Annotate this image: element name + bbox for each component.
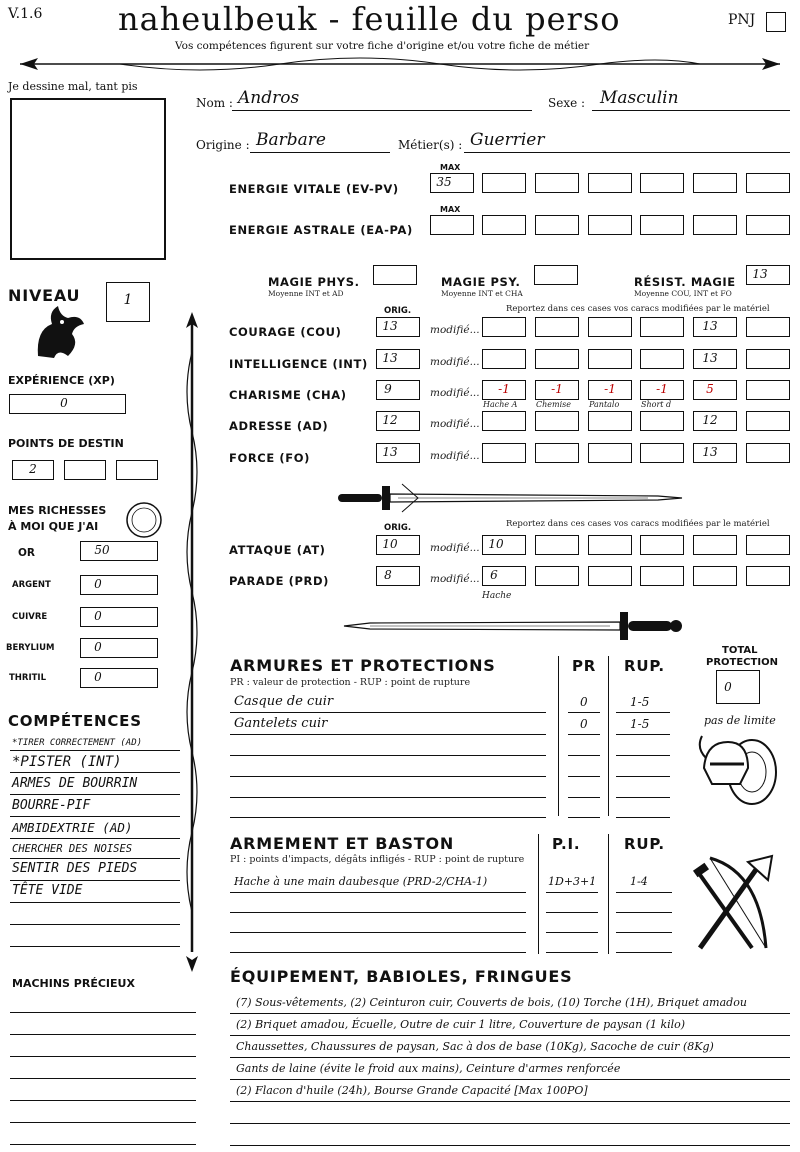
stat-mod-box-ad-3[interactable] [588, 411, 632, 431]
stat-final-int: 13 [702, 351, 718, 365]
armure-rup-2[interactable]: 1-5 [630, 717, 650, 731]
stat-orig-cha: 9 [384, 382, 392, 396]
competence-line-9 [10, 924, 180, 925]
combat-modifie-prd: modifié... [430, 573, 480, 585]
competence-5[interactable]: AMBIDEXTRIE (AD) [12, 820, 133, 835]
armure-line-pr-1 [568, 712, 600, 713]
arme-line-name-3 [230, 932, 526, 933]
arme-line-rup-4 [616, 952, 672, 953]
armure-line-name-2 [230, 734, 546, 735]
pnj-label: PNJ [728, 12, 756, 28]
stat-modifie-int: modifié... [430, 356, 480, 368]
helmet-shield-icon [696, 728, 780, 812]
competence-line-2 [10, 772, 180, 773]
stat-mod-box-cha-6[interactable] [746, 380, 790, 400]
stat-mod-cha-1: -1 [498, 382, 510, 396]
equipement-rule-7 [230, 1145, 790, 1146]
destin-box-2[interactable] [64, 460, 106, 480]
combat-box-prd-4[interactable] [640, 566, 684, 586]
metier-line [464, 152, 790, 153]
armure-line-rup-1 [616, 712, 670, 713]
armures-sub: PR : valeur de protection - RUP : point de rupture [230, 677, 471, 688]
armures-divider-1 [558, 656, 559, 816]
machins-line-4 [10, 1078, 196, 1079]
stat-mod-box-fo-6[interactable] [746, 443, 790, 463]
competence-line-6 [10, 858, 180, 859]
armement-pi-header: P.I. [552, 835, 581, 853]
pas-de-limite: pas de limite [704, 714, 776, 727]
armement-rup-header: RUP. [624, 835, 665, 853]
stat-mod-box-fo-3[interactable] [588, 443, 632, 463]
ev-box-4[interactable] [588, 173, 632, 193]
combat-box-at-2[interactable] [535, 535, 579, 555]
money-value-or: 50 [94, 543, 110, 557]
machins-line-1 [10, 1012, 196, 1013]
destin-box-3[interactable] [116, 460, 158, 480]
machins-line-5 [10, 1100, 196, 1101]
equipement-rule-5 [230, 1101, 790, 1102]
armure-line-pr-4 [568, 776, 600, 777]
money-value-berylium: 0 [94, 640, 102, 654]
xp-label: EXPÉRIENCE (XP) [8, 374, 115, 387]
resist-magie-sub: Moyenne COU, INT et FO [634, 289, 732, 298]
arme-line-pi-2 [546, 912, 598, 913]
stat-mod-box-ad-6[interactable] [746, 411, 790, 431]
competence-line-4 [10, 816, 180, 817]
nom-value[interactable]: Andros [238, 88, 300, 108]
ea-max-label: MAX [440, 205, 461, 214]
machins-line-7 [10, 1144, 196, 1145]
page-subtitle: Vos compétences figurent sur votre fiche d'origine et/ou votre fiche de métier [175, 40, 590, 52]
armure-line-name-5 [230, 797, 546, 798]
combat-report-note: Reportez dans ces cases vos caracs modifiées par le matériel [506, 519, 770, 529]
competence-8[interactable]: TÊTE VIDE [12, 883, 83, 898]
armure-line-name-1 [230, 712, 546, 713]
armure-line-name-6 [230, 817, 546, 818]
armure-line-pr-3 [568, 755, 600, 756]
arme-line-pi-4 [546, 952, 598, 953]
niveau-value: 1 [123, 292, 133, 308]
ev-box-5[interactable] [640, 173, 684, 193]
money-label-argent: ARGENT [12, 580, 51, 590]
combat-box-at-6[interactable] [746, 535, 790, 555]
total-protection-label-2: PROTECTION [706, 657, 778, 668]
equipement-rule-4 [230, 1079, 790, 1080]
stat-mod-box-fo-4[interactable] [640, 443, 684, 463]
arme-line-rup-1 [616, 892, 672, 893]
money-value-argent: 0 [94, 577, 102, 591]
ev-box-6[interactable] [693, 173, 737, 193]
competence-line-3 [10, 794, 180, 795]
armement-title: ARMEMENT ET BASTON [230, 834, 455, 853]
stat-mod-box-cou-1[interactable] [482, 317, 526, 337]
competence-1[interactable]: *TIRER CORRECTEMENT (AD) [12, 738, 143, 748]
combat-orig-label: ORIG. [384, 523, 412, 533]
combat-orig-prd: 8 [384, 568, 392, 582]
armures-rup-header: RUP. [624, 657, 665, 675]
competences-title: COMPÉTENCES [8, 712, 142, 730]
stat-mod-box-fo-2[interactable] [535, 443, 579, 463]
sexe-line [592, 110, 790, 111]
armement-divider-1 [538, 834, 539, 954]
armure-name-2[interactable]: Gantelets cuir [234, 716, 328, 731]
arme-line-name-4 [230, 952, 526, 953]
stats-orig-label: ORIG. [384, 306, 412, 316]
armure-line-rup-6 [616, 817, 670, 818]
combat-box-at-4[interactable] [640, 535, 684, 555]
stat-modifie-fo: modifié... [430, 450, 480, 462]
stat-mod-box-int-2[interactable] [535, 349, 579, 369]
arme-line-rup-2 [616, 912, 672, 913]
stat-mod-box-int-4[interactable] [640, 349, 684, 369]
version-label: V.1.6 [8, 6, 43, 22]
origine-value[interactable]: Barbare [256, 130, 326, 150]
sexe-value[interactable]: Masculin [600, 88, 679, 108]
origine-label: Origine : [196, 138, 250, 152]
combat-label-prd: PARADE (PRD) [229, 574, 329, 588]
magie-phys-sub: Moyenne INT et AD [268, 289, 344, 298]
ev-max-label: MAX [440, 163, 461, 172]
ea-box-4[interactable] [588, 215, 632, 235]
resist-magie-value: 13 [752, 267, 768, 281]
stat-mod-box-ad-2[interactable] [535, 411, 579, 431]
equipement-line-3[interactable]: Chaussettes, Chaussures de paysan, Sac à dos de base (10Kg), Sacoche de cuir (8Kg) [236, 1040, 714, 1053]
equipement-rule-3 [230, 1057, 790, 1058]
total-protection-value: 0 [724, 680, 732, 694]
competence-line-5 [10, 838, 180, 839]
armure-rup-1[interactable]: 1-5 [630, 695, 650, 709]
combat-box-at-3[interactable] [588, 535, 632, 555]
metier-label: Métier(s) : [398, 138, 463, 152]
ea-box-7[interactable] [746, 215, 790, 235]
staff-ornament [180, 312, 204, 972]
ev-box-3[interactable] [535, 173, 579, 193]
parade-source: Hache [482, 591, 512, 601]
stat-modifie-cou: modifié... [430, 324, 480, 336]
equipement-line-2[interactable]: (2) Briquet amadou, Écuelle, Outre de cuir 1 litre, Couverture de paysan (1 kilo) [236, 1018, 686, 1031]
stat-final-cou: 13 [702, 319, 718, 333]
machins-line-3 [10, 1056, 196, 1057]
equipement-rule-2 [230, 1035, 790, 1036]
arme-pi-1[interactable]: 1D+3+1 [548, 875, 597, 888]
cha-source-2: Chemise [536, 400, 571, 409]
equipement-line-5[interactable]: (2) Flacon d'huile (24h), Bourse Grande Capacité [Max 100PO] [236, 1084, 588, 1097]
dragon-icon [28, 300, 88, 362]
stat-mod-box-int-3[interactable] [588, 349, 632, 369]
stat-mod-cha-2: -1 [551, 382, 563, 396]
total-protection-label-1: TOTAL [722, 645, 758, 656]
competence-2[interactable]: *PISTER (INT) [12, 754, 122, 770]
sexe-label: Sexe : [548, 96, 586, 110]
stat-modifie-cha: modifié... [430, 387, 480, 399]
nom-label: Nom : [196, 96, 233, 110]
ea-box-6[interactable] [693, 215, 737, 235]
stat-mod-box-int-1[interactable] [482, 349, 526, 369]
ea-label: ENERGIE ASTRALE (EA-PA) [229, 223, 413, 237]
equipement-line-1[interactable]: (7) Sous-vêtements, (2) Ceinturon cuir, Couverts de bois, (10) Torche (1H), Briquet amadou [236, 996, 747, 1009]
money-value-cuivre: 0 [94, 609, 102, 623]
ev-max-value: 35 [436, 175, 452, 189]
armure-name-1[interactable]: Casque de cuir [234, 694, 334, 709]
arme-rup-1[interactable]: 1-4 [630, 875, 648, 888]
ev-box-7[interactable] [746, 173, 790, 193]
metier-value[interactable]: Guerrier [470, 130, 545, 150]
ev-box-2[interactable] [482, 173, 526, 193]
equipement-rule-1 [230, 1013, 790, 1014]
stat-modifie-ad: modifié... [430, 418, 480, 430]
niveau-label: NIVEAU [8, 286, 81, 305]
competence-3[interactable]: ARMES DE BOURRIN [12, 776, 138, 791]
combat-box-prd-2[interactable] [535, 566, 579, 586]
combat-value-prd-1: 6 [490, 568, 498, 582]
nom-line [232, 110, 532, 111]
combat-box-prd-5[interactable] [693, 566, 737, 586]
destin-value: 2 [29, 462, 37, 476]
competence-line-7 [10, 880, 180, 881]
stat-mod-box-ad-4[interactable] [640, 411, 684, 431]
armures-title: ARMURES ET PROTECTIONS [230, 656, 496, 675]
competence-line-8 [10, 902, 180, 903]
machins-title: MACHINS PRÉCIEUX [12, 977, 135, 990]
money-label-cuivre: CUIVRE [12, 612, 48, 622]
cha-source-1: Hache A [483, 400, 518, 409]
resist-magie-label: RÉSIST. MAGIE [634, 275, 736, 289]
portrait-caption: Je dessine mal, tant pis [8, 80, 138, 93]
combat-orig-at: 10 [382, 537, 398, 551]
cha-source-3: Pantalo [589, 400, 620, 409]
armure-line-rup-3 [616, 755, 670, 756]
arme-line-pi-3 [546, 932, 598, 933]
armement-sub: PI : points d'impacts, dégâts infligés - RUP : point de rupture [230, 854, 525, 865]
richesses-label-2: À MOI QUE J'AI [8, 520, 99, 533]
competence-6[interactable]: CHERCHER DES NOISES [12, 843, 133, 855]
combat-modifie-at: modifié... [430, 542, 480, 554]
money-value-thritil: 0 [94, 670, 102, 684]
stat-mod-box-fo-1[interactable] [482, 443, 526, 463]
armure-line-pr-5 [568, 797, 600, 798]
stat-mod-box-ad-1[interactable] [482, 411, 526, 431]
combat-value-at-1: 10 [488, 537, 504, 551]
richesses-label-1: MES RICHESSES [8, 504, 107, 517]
stat-mod-cha-4: -1 [656, 382, 668, 396]
stat-orig-fo: 13 [382, 445, 398, 459]
ea-box-3[interactable] [535, 215, 579, 235]
origine-line [250, 152, 390, 153]
magie-psy-sub: Moyenne INT et CHA [441, 289, 523, 298]
stat-mod-box-cou-6[interactable] [746, 317, 790, 337]
competence-line-10 [10, 946, 180, 947]
stat-final-cha: 5 [706, 382, 714, 396]
stat-label-cha: CHARISME (CHA) [229, 388, 347, 402]
stat-mod-box-int-6[interactable] [746, 349, 790, 369]
coin-icon [124, 500, 164, 540]
arme-line-name-1 [230, 892, 526, 893]
stat-orig-cou: 13 [382, 319, 398, 333]
money-label-berylium: BERYLIUM [6, 643, 55, 653]
stat-mod-box-cou-3[interactable] [588, 317, 632, 337]
competence-7[interactable]: SENTIR DES PIEDS [12, 861, 138, 876]
combat-box-at-5[interactable] [693, 535, 737, 555]
stat-label-fo: FORCE (FO) [229, 451, 310, 465]
combat-box-prd-3[interactable] [588, 566, 632, 586]
money-label-or: OR [18, 547, 36, 559]
stat-final-fo: 13 [702, 445, 718, 459]
armure-line-name-3 [230, 755, 546, 756]
machins-line-2 [10, 1034, 196, 1035]
arme-line-rup-3 [616, 932, 672, 933]
magie-psy-box[interactable] [534, 265, 578, 285]
armement-divider-2 [608, 834, 609, 954]
armure-pr-2[interactable]: 0 [580, 717, 588, 731]
magie-psy-label: MAGIE PSY. [441, 275, 521, 289]
sword-icon-2 [340, 606, 686, 646]
stat-label-cou: COURAGE (COU) [229, 325, 342, 339]
armure-line-rup-5 [616, 797, 670, 798]
equipement-title: ÉQUIPEMENT, BABIOLES, FRINGUES [230, 967, 573, 986]
cha-source-4: Short d [641, 400, 672, 409]
ea-box-5[interactable] [640, 215, 684, 235]
money-label-thritil: THRITIL [9, 673, 46, 683]
xp-value: 0 [60, 396, 68, 410]
ev-label: ENERGIE VITALE (EV-PV) [229, 182, 399, 196]
armure-line-name-4 [230, 776, 546, 777]
magie-phys-label: MAGIE PHYS. [268, 275, 360, 289]
competence-4[interactable]: BOURRE-PIF [12, 798, 91, 813]
combat-box-prd-6[interactable] [746, 566, 790, 586]
destin-label: POINTS DE DESTIN [8, 437, 124, 450]
stat-label-ad: ADRESSE (AD) [229, 419, 329, 433]
pnj-checkbox[interactable] [766, 12, 786, 32]
arme-line-name-2 [230, 912, 526, 913]
page-title: naheulbeuk - feuille du perso [118, 0, 621, 38]
arme-name-1[interactable]: Hache à une main daubesque (PRD-2/CHA-1) [234, 875, 488, 888]
armures-pr-header: PR [572, 657, 597, 675]
machins-line-6 [10, 1122, 196, 1123]
stat-final-ad: 12 [702, 413, 718, 427]
ornament-lance [0, 52, 800, 76]
stats-report-note: Reportez dans ces cases vos caracs modifiées par le matériel [506, 304, 770, 314]
stat-mod-box-cou-2[interactable] [535, 317, 579, 337]
armure-pr-1[interactable]: 0 [580, 695, 588, 709]
ea-max-box[interactable] [430, 215, 474, 235]
stat-mod-cha-3: -1 [604, 382, 616, 396]
sword-icon [338, 478, 684, 518]
portrait-box[interactable] [10, 98, 166, 260]
equipement-line-4[interactable]: Gants de laine (évite le froid aux mains), Ceinture d'armes renforcée [236, 1062, 621, 1075]
armure-line-pr-2 [568, 734, 600, 735]
magie-phys-box[interactable] [373, 265, 417, 285]
stat-label-int: INTELLIGENCE (INT) [229, 357, 368, 371]
stat-orig-int: 13 [382, 351, 398, 365]
equipement-rule-6 [230, 1123, 790, 1124]
stat-mod-box-cou-4[interactable] [640, 317, 684, 337]
ea-box-2[interactable] [482, 215, 526, 235]
competence-line-1 [10, 750, 180, 751]
armures-divider-2 [608, 656, 609, 816]
armure-line-rup-4 [616, 776, 670, 777]
stat-orig-ad: 12 [382, 413, 398, 427]
armure-line-pr-6 [568, 817, 600, 818]
arme-line-pi-1 [546, 892, 598, 893]
armure-line-rup-2 [616, 734, 670, 735]
weapons-icon [690, 852, 786, 956]
combat-label-at: ATTAQUE (AT) [229, 543, 326, 557]
